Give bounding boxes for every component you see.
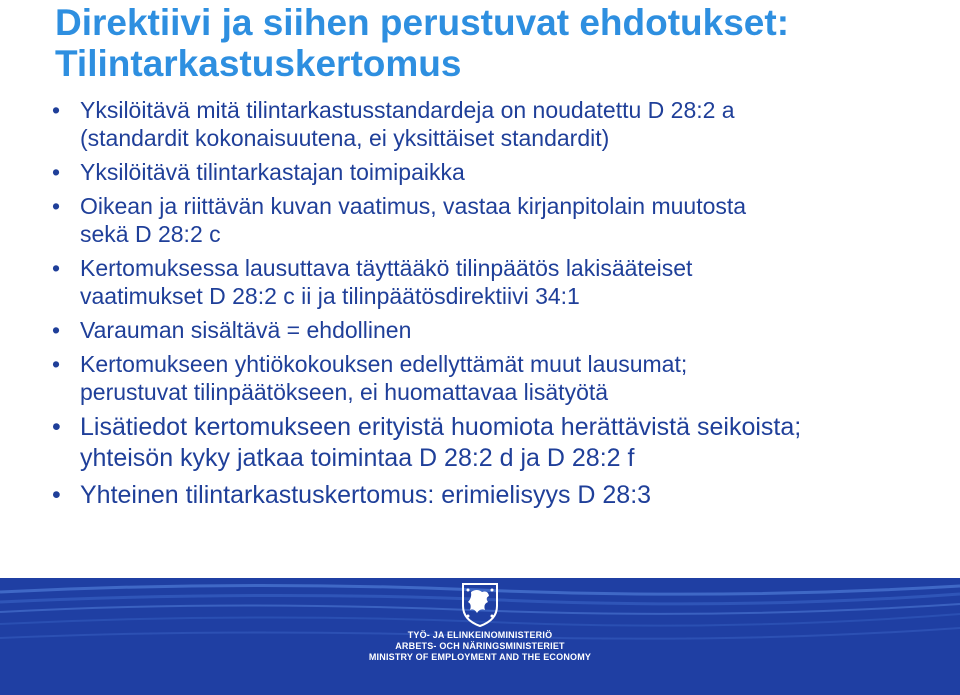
bullet-list: [50, 96, 945, 517]
ministry-name-en: MINISTRY OF EMPLOYMENT AND THE ECONOMY: [368, 652, 592, 662]
bullet-item: [50, 158, 945, 186]
bullet-text: Kertomuksessa lausuttava täyttääkö tilinpäätös lakisääteiset: [80, 255, 693, 281]
bullet-text: Yksilöitävä mitä tilintarkastusstandardeja on noudatettu D 28:2 a: [80, 97, 735, 123]
bullet-text: (standardit kokonaisuutena, ei yksittäiset standardit): [80, 125, 610, 151]
bullet-text: perustuvat tilinpäätökseen, ei huomattavaa lisätyötä: [80, 379, 609, 405]
ministry-name: [340, 630, 620, 663]
bullet-item: [50, 412, 945, 474]
bullet-text: Oikean ja riittävän kuvan vaatimus, vastaa kirjanpitolain muutosta: [80, 193, 747, 219]
bullet-icon: •: [52, 317, 61, 343]
bullet-text: Varauman sisältävä = ehdollinen: [80, 317, 412, 343]
lion-crest-icon: [455, 580, 505, 628]
bullet-item: [50, 350, 945, 406]
bullet-text: yhteisön kyky jatkaa toimintaa D 28:2 d ja D 28:2 f: [80, 444, 635, 472]
bullet-text: Lisätiedot kertomukseen erityistä huomiota herättävistä seikoista;: [80, 413, 802, 441]
bullet-item: [50, 254, 945, 310]
ministry-name-fi: TYÖ- JA ELINKEINOMINISTERIÖ: [407, 630, 553, 640]
bullet-icon: •: [52, 97, 61, 123]
ministry-name-sv: ARBETS- OCH NÄRINGSMINISTERIET: [395, 641, 565, 651]
bullet-text: vaatimukset D 28:2 c ii ja tilinpäätösdirektiivi 34:1: [80, 283, 580, 309]
bullet-icon: •: [52, 255, 61, 281]
bullet-text: Kertomukseen yhtiökokouksen edellyttämät muut lausumat;: [80, 351, 688, 377]
bullet-icon: •: [52, 413, 61, 441]
bullet-icon: •: [52, 351, 61, 377]
bullet-text: sekä D 28:2 c: [80, 221, 221, 247]
bullet-item: [50, 480, 945, 511]
slide-title: [55, 2, 945, 84]
bullet-text: Yhteinen tilintarkastuskertomus: erimielisyys D 28:3: [80, 481, 652, 509]
bullet-icon: •: [52, 159, 61, 185]
bullet-icon: •: [52, 193, 61, 219]
footer-band: [0, 578, 960, 695]
slide-title-line-2: Tilintarkastuskertomus: [55, 43, 462, 84]
bullet-icon: •: [52, 481, 61, 509]
bullet-item: [50, 316, 945, 344]
bullet-item: [50, 192, 945, 248]
bullet-item: [50, 96, 945, 152]
bullet-text: Yksilöitävä tilintarkastajan toimipaikka: [80, 159, 465, 185]
slide-title-line-1: Direktiivi ja siihen perustuvat ehdotukset:: [55, 2, 790, 43]
